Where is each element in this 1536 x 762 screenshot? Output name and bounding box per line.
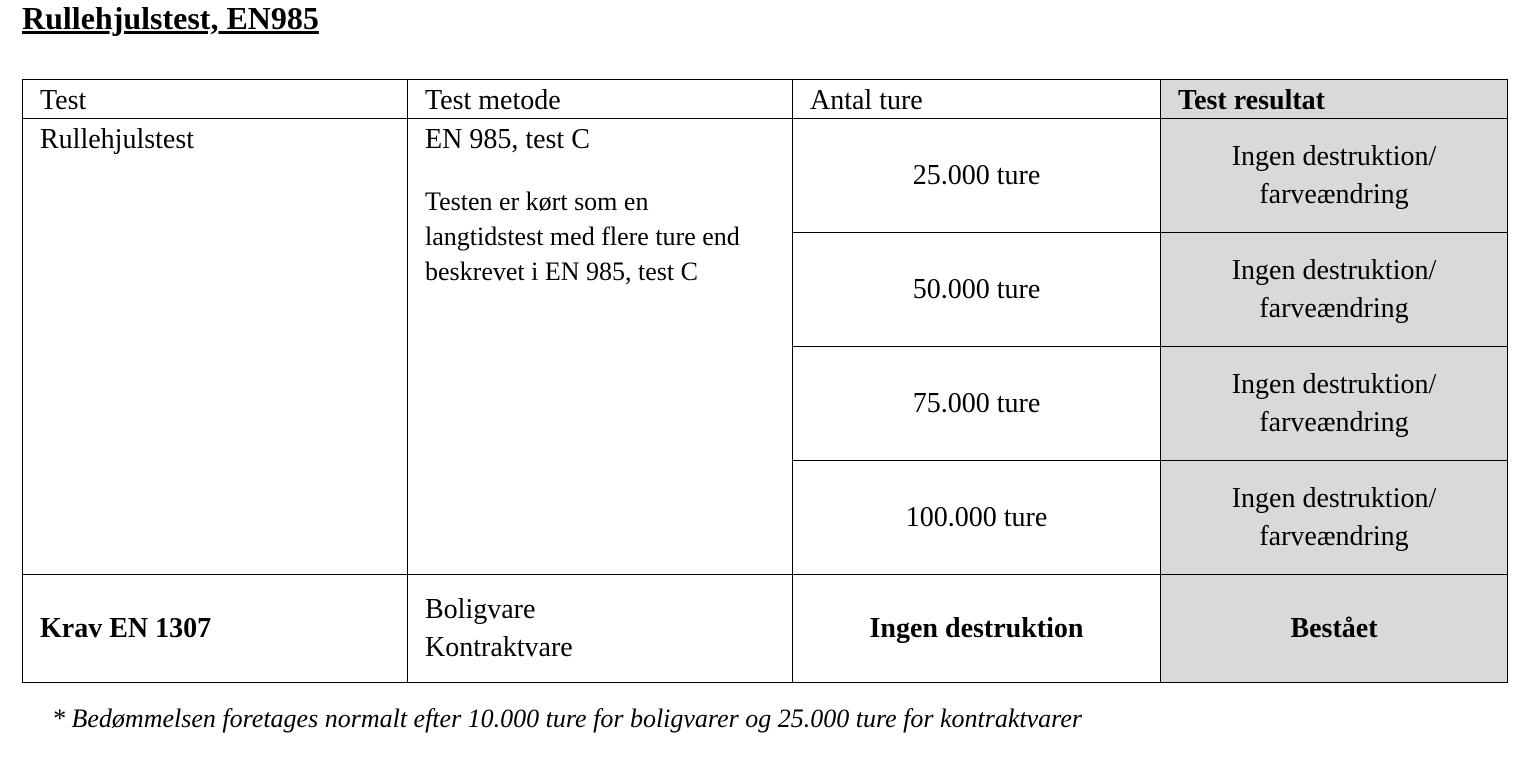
result-line: farveændring [1259,292,1409,324]
method-cell [408,119,793,575]
result-line: farveændring [1259,178,1409,210]
method-name: EN 985, test C [425,124,590,155]
rounds-cell: 75.000 ture [793,347,1161,461]
header-method: Test metode [408,80,793,119]
method-description: Testen er kørt som en langtidstest med flere ture end beskrevet i EN 985, test C [425,187,740,286]
header-result: Test resultat [1161,80,1508,119]
result-line: Ingen destruktion/ [1231,254,1437,286]
result-line: Ingen destruktion/ [1231,368,1437,400]
result-cell [1161,119,1508,233]
rounds-cell: 100.000 ture [793,461,1161,575]
result-cell [1161,233,1508,347]
rounds-cell: 25.000 ture [793,119,1161,233]
result-line: Ingen destruktion/ [1231,482,1437,514]
footnote: * Bedømmelsen foretages normalt efter 10.000 ture for boligvarer og 25.000 ture for kontraktvarer [52,704,1082,733]
table-row [23,119,1508,233]
result-cell [1161,461,1508,575]
verdict: Bestået [1161,575,1508,683]
type-item: Kontraktvare [425,631,573,663]
result-line: farveændring [1259,406,1409,438]
test-results-table [22,79,1508,683]
header-rounds: Antal ture [793,80,1161,119]
result-line: Ingen destruktion/ [1231,140,1437,172]
type-item: Boligvare [425,593,536,625]
requirement-criterion: Ingen destruktion [793,575,1161,683]
header-test: Test [23,80,408,119]
header-row [23,80,1508,119]
test-name-cell: Rullehjulstest [23,119,408,575]
document-title: Rullehjulstest, EN985 [22,0,319,36]
requirement-label: Krav EN 1307 [23,575,408,683]
result-cell [1161,347,1508,461]
result-line: farveændring [1259,520,1409,552]
requirement-types [408,575,793,683]
rounds-cell: 50.000 ture [793,233,1161,347]
requirement-row [23,575,1508,683]
